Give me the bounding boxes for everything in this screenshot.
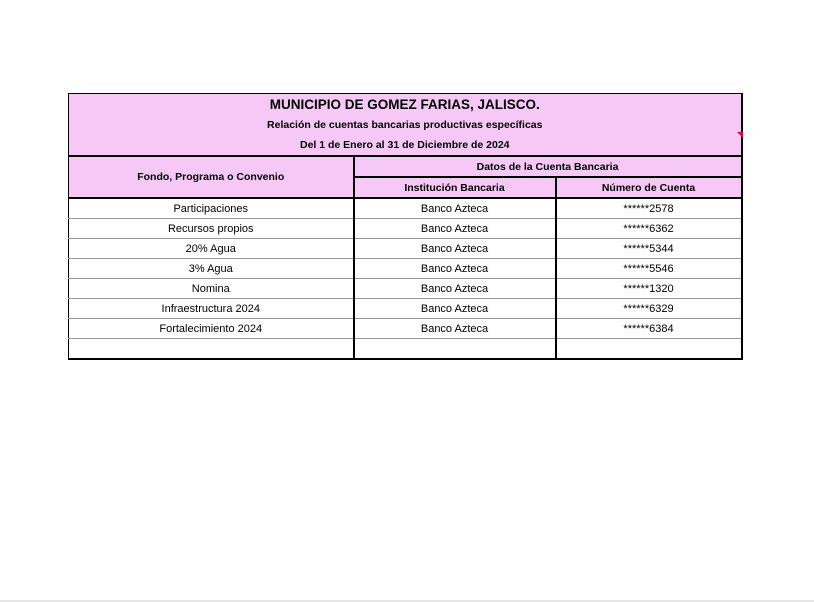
bank-accounts-table	[68, 93, 743, 360]
cell-numero[interactable]: ******1320	[556, 279, 742, 299]
cell-numero[interactable]: ******6362	[556, 219, 742, 239]
table-row	[69, 299, 742, 319]
column-group-datos-cuenta[interactable]: Datos de la Cuenta Bancaria	[354, 156, 742, 177]
table-row	[69, 239, 742, 259]
title-block[interactable]	[69, 94, 742, 157]
table-row	[69, 279, 742, 299]
cell-institucion[interactable]: Banco Azteca	[354, 299, 556, 319]
cell-fondo[interactable]	[69, 339, 354, 360]
report-period: Del 1 de Enero al 31 de Diciembre de 2024	[299, 139, 510, 151]
cell-numero[interactable]	[556, 339, 742, 360]
cell-fondo[interactable]: Fortalecimiento 2024	[69, 319, 354, 339]
title-row	[69, 94, 742, 157]
cell-institucion[interactable]: Banco Azteca	[354, 259, 556, 279]
cell-numero[interactable]: ******5546	[556, 259, 742, 279]
table-row	[69, 219, 742, 239]
cell-institucion[interactable]: Banco Azteca	[354, 239, 556, 259]
cell-fondo[interactable]: 20% Agua	[69, 239, 354, 259]
column-header-numero[interactable]: Número de Cuenta	[556, 177, 742, 198]
comment-indicator-icon[interactable]	[737, 132, 743, 138]
cell-fondo[interactable]: Infraestructura 2024	[69, 299, 354, 319]
column-header-institucion[interactable]: Institución Bancaria	[354, 177, 556, 198]
table-row	[69, 259, 742, 279]
table-row	[69, 319, 742, 339]
table-row-empty	[69, 339, 742, 360]
cell-institucion[interactable]: Banco Azteca	[354, 279, 556, 299]
table-row	[69, 198, 742, 219]
report-title: MUNICIPIO DE GOMEZ FARIAS, JALISCO.	[269, 97, 540, 112]
cell-numero[interactable]: ******2578	[556, 198, 742, 219]
column-header-fondo[interactable]: Fondo, Programa o Convenio	[69, 156, 354, 198]
cell-numero[interactable]: ******6329	[556, 299, 742, 319]
cell-fondo[interactable]: Participaciones	[69, 198, 354, 219]
cell-fondo[interactable]: Nomina	[69, 279, 354, 299]
cell-numero[interactable]: ******6384	[556, 319, 742, 339]
cell-fondo[interactable]: Recursos propios	[69, 219, 354, 239]
cell-institucion[interactable]: Banco Azteca	[354, 198, 556, 219]
header-row-1	[69, 156, 742, 177]
cell-numero[interactable]: ******5344	[556, 239, 742, 259]
report-sheet	[68, 93, 741, 360]
cell-fondo[interactable]: 3% Agua	[69, 259, 354, 279]
report-subtitle: Relación de cuentas bancarias productivas específicas	[267, 119, 543, 131]
cell-institucion[interactable]	[354, 339, 556, 360]
cell-institucion[interactable]: Banco Azteca	[354, 219, 556, 239]
cell-institucion[interactable]: Banco Azteca	[354, 319, 556, 339]
